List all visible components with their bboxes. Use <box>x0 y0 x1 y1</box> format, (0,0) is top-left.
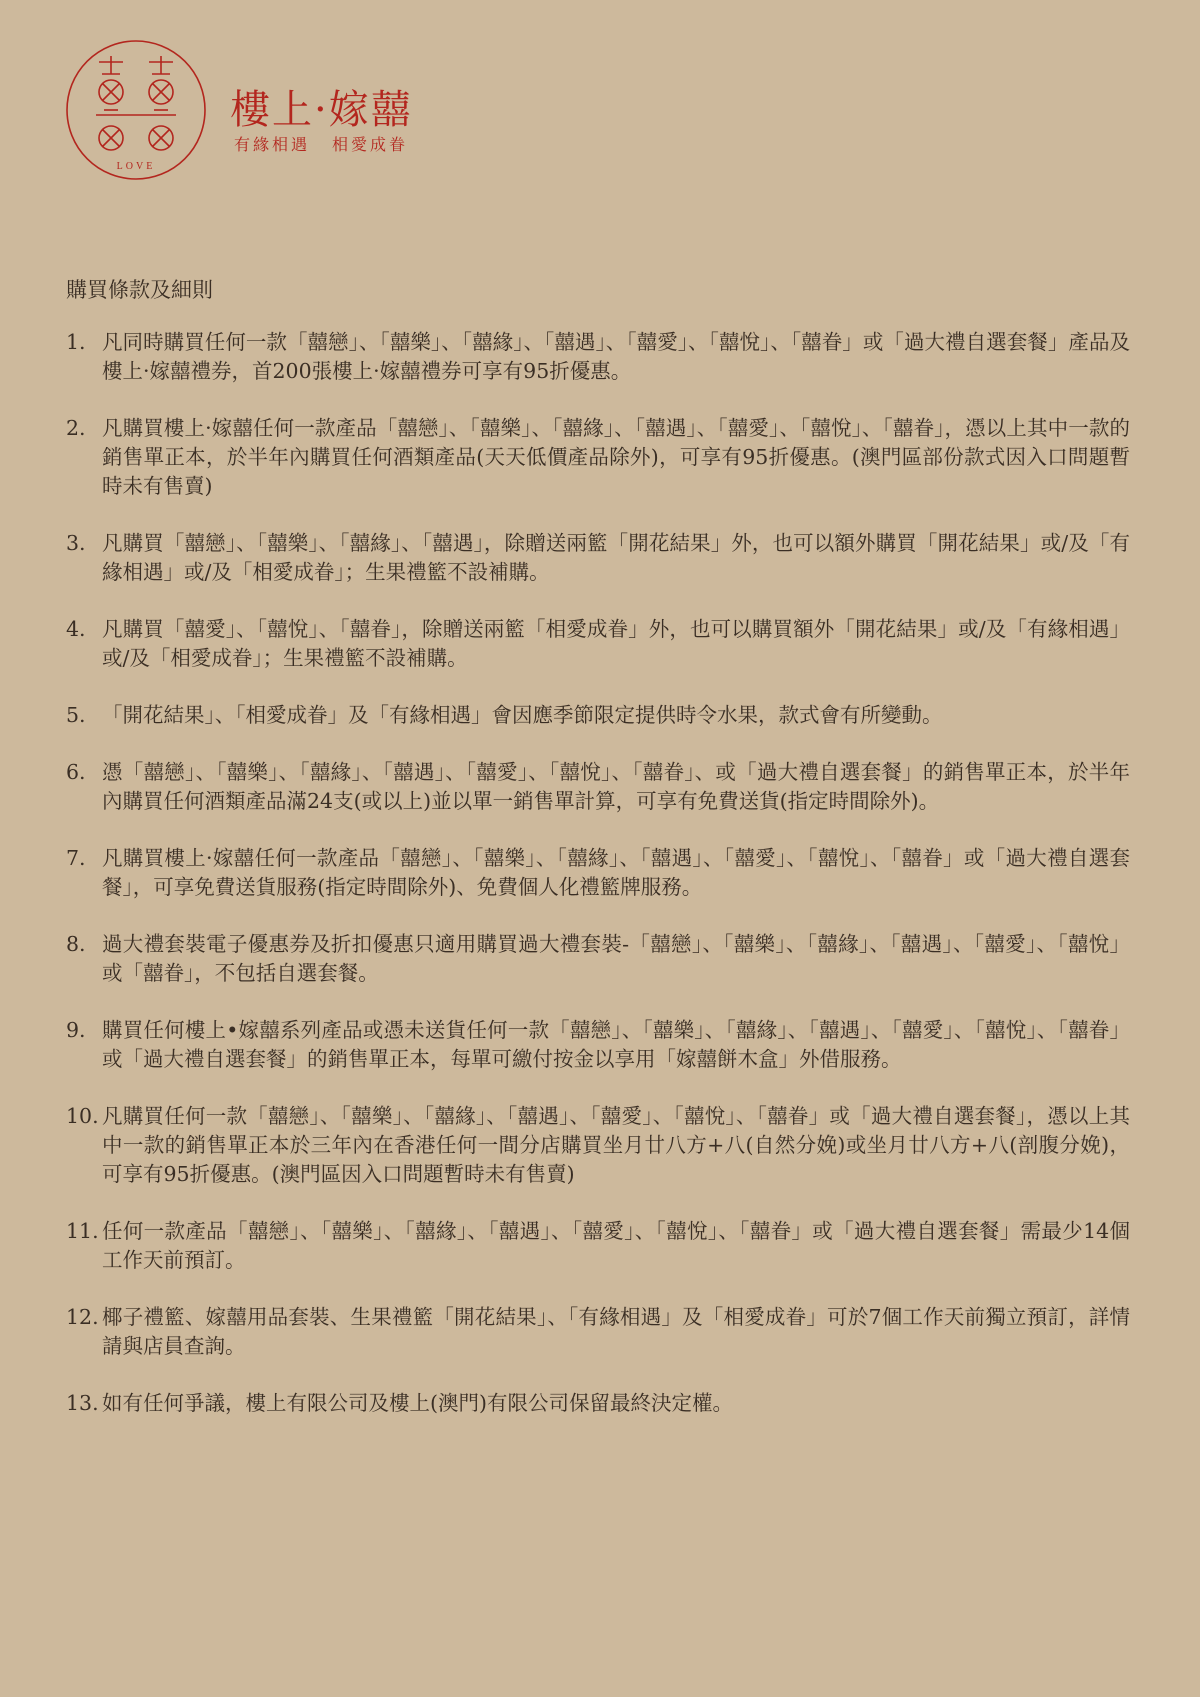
item-number: 6. <box>66 760 86 784</box>
item-text: 憑「囍戀」、「囍樂」、「囍緣」、「囍遇」、「囍愛」、「囍悅」、「囍眷」、或「過大禮自選套餐」的銷售單正本，於半年內購買任何酒類產品滿24支(或以上)並以單一銷售單計算，可享有免費送貨(指定時間除外)。 <box>102 760 1130 813</box>
terms-item <box>66 529 1130 587</box>
item-number: 12. <box>66 1305 99 1329</box>
item-number: 11. <box>66 1219 99 1243</box>
item-number: 8. <box>66 932 86 956</box>
brand-logo <box>66 40 466 180</box>
item-number: 3. <box>66 531 86 555</box>
terms-item <box>66 701 1130 730</box>
terms-item <box>66 615 1130 673</box>
terms-item <box>66 1303 1130 1361</box>
item-number: 1. <box>66 330 86 354</box>
item-number: 10. <box>66 1104 99 1128</box>
item-number: 5. <box>66 703 86 727</box>
seal-love-text: LOVE <box>116 161 156 172</box>
item-text: 凡購買「囍戀」、「囍樂」、「囍緣」、「囍遇」，除贈送兩籃「開花結果」外，也可以額外購買「開花結果」或/及「有緣相遇」或/及「相愛成眷」；生果禮籃不設補購。 <box>102 531 1130 584</box>
item-number: 9. <box>66 1018 86 1042</box>
item-text: 過大禮套裝電子優惠券及折扣優惠只適用購買過大禮套裝-「囍戀」、「囍樂」、「囍緣」、「囍遇」、「囍愛」、「囍悅」或「囍眷」，不包括自選套餐。 <box>102 932 1130 985</box>
brand-title: 樓上·嫁囍 <box>230 87 413 133</box>
terms-item <box>66 930 1130 988</box>
item-number: 13. <box>66 1391 99 1415</box>
terms-item <box>66 328 1130 386</box>
item-text: 凡同時購買任何一款「囍戀」、「囍樂」、「囍緣」、「囍遇」、「囍愛」、「囍悅」、「囍眷」或「過大禮自選套餐」產品及樓上·嫁囍禮券，首200張樓上·嫁囍禮券可享有95折優惠。 <box>102 330 1130 383</box>
double-happiness-seal-icon <box>66 40 216 190</box>
tagline-right: 相愛成眷 <box>332 135 409 154</box>
item-text: 椰子禮籃、嫁囍用品套裝、生果禮籃「開花結果」、「有緣相遇」及「相愛成眷」可於7個工作天前獨立預訂，詳情請與店員查詢。 <box>102 1305 1130 1358</box>
item-text: 任何一款產品「囍戀」、「囍樂」、「囍緣」、「囍遇」、「囍愛」、「囍悅」、「囍眷」或「過大禮自選套餐」需最少14個工作天前預訂。 <box>102 1219 1130 1272</box>
item-text: 購買任何樓上•嫁囍系列產品或憑未送貨任何一款「囍戀」、「囍樂」、「囍緣」、「囍遇」、「囍愛」、「囍悅」、「囍眷」或「過大禮自選套餐」的銷售單正本，每單可繳付按金以享用「嫁囍餅木盒」外借服務。 <box>102 1018 1130 1071</box>
terms-item <box>66 844 1130 902</box>
item-number: 4. <box>66 617 86 641</box>
terms-item <box>66 1016 1130 1074</box>
item-number: 7. <box>66 846 86 870</box>
item-text: 凡購買任何一款「囍戀」、「囍樂」、「囍緣」、「囍遇」、「囍愛」、「囍悅」、「囍眷」或「過大禮自選套餐」，憑以上其中一款的銷售單正本於三年內在香港任何一間分店購買坐月廿八方+八(自然分娩)或坐月廿八方+八(剖腹分娩)，可享有95折優惠。(澳門區因入口問題暫時未有售賣) <box>102 1104 1130 1186</box>
item-text: 如有任何爭議，樓上有限公司及樓上(澳門)有限公司保留最終決定權。 <box>102 1391 733 1415</box>
terms-list <box>66 328 1130 1418</box>
brand-tagline <box>234 132 408 155</box>
tagline-left: 有緣相遇 <box>234 135 311 154</box>
terms-item <box>66 1217 1130 1275</box>
terms-heading: 購買條款及細則 <box>66 278 213 302</box>
item-text: 凡購買「囍愛」、「囍悅」、「囍眷」，除贈送兩籃「相愛成眷」外，也可以購買額外「開花結果」或/及「有緣相遇」或/及「相愛成眷」；生果禮籃不設補購。 <box>102 617 1130 670</box>
item-text: 「開花結果」、「相愛成眷」及「有緣相遇」會因應季節限定提供時令水果，款式會有所變動。 <box>102 703 943 727</box>
item-number: 2. <box>66 416 86 440</box>
terms-item <box>66 1389 1130 1418</box>
item-text: 凡購買樓上·嫁囍任何一款產品「囍戀」、「囍樂」、「囍緣」、「囍遇」、「囍愛」、「囍悅」、「囍眷」或「過大禮自選套餐」，可享免費送貨服務(指定時間除外)、免費個人化禮籃牌服務。 <box>102 846 1130 899</box>
terms-item <box>66 414 1130 501</box>
terms-item <box>66 1102 1130 1189</box>
terms-item <box>66 758 1130 816</box>
item-text: 凡購買樓上·嫁囍任何一款產品「囍戀」、「囍樂」、「囍緣」、「囍遇」、「囍愛」、「囍悅」、「囍眷」，憑以上其中一款的銷售單正本，於半年內購買任何酒類產品(天天低價產品除外)，可享有95折優惠。(澳門區部份款式因入口問題暫時未有售賣) <box>102 416 1130 498</box>
